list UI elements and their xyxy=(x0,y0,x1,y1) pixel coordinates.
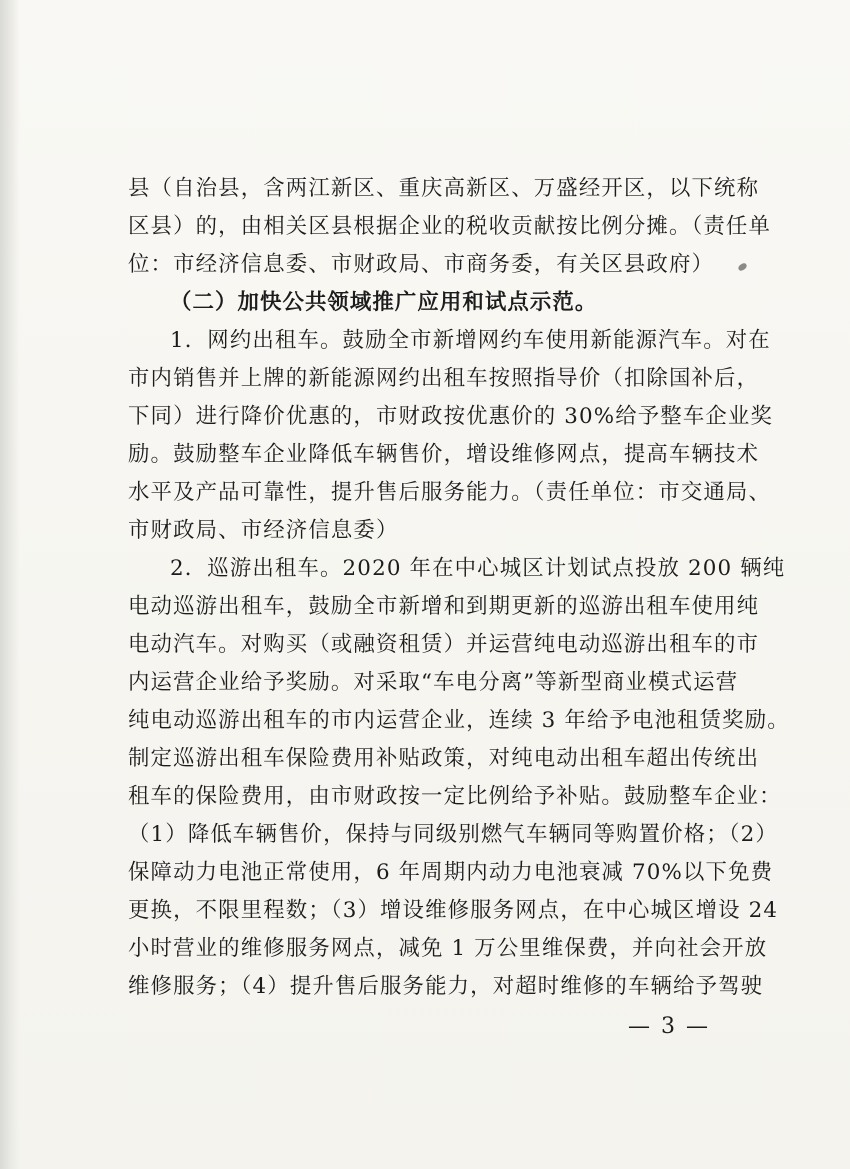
body-line: （1）降低车辆售价，保持与同级别燃气车辆同等购置价格；（2） xyxy=(128,822,778,847)
body-line: 纯电动巡游出租车的市内运营企业，连续 3 年给予电池租赁奖励。 xyxy=(128,708,790,733)
body-line: 位：市经济信息委、市财政局、市商务委，有关区县政府） xyxy=(128,252,715,277)
body-line: 区县）的，由相关区县根据企业的税收贡献按比例分摊。（责任单 xyxy=(128,214,771,239)
body-line: 下同）进行降价优惠的，市财政按优惠价的 30%给予整车企业奖 xyxy=(128,404,774,429)
body-line: 制定巡游出租车保险费用补贴政策，对纯电动出租车超出传统出 xyxy=(128,746,760,771)
page-number: — 3 — xyxy=(628,1014,710,1039)
paragraph-start-line: 2．巡游出租车。2020 年在中心城区计划试点投放 200 辆纯 xyxy=(170,556,786,581)
body-line: 租车的保险费用，由市财政按一定比例给予补贴。鼓励整车企业： xyxy=(128,784,782,809)
body-line: 保障动力电池正常使用，6 年周期内动力电池衰减 70%以下免费 xyxy=(128,860,774,885)
body-line: 县（自治县，含两江新区、重庆高新区、万盛经开区，以下统称 xyxy=(128,176,760,201)
body-line: 维修服务；（4）提升售后服务能力，对超时维修的车辆给予驾驶 xyxy=(128,974,764,999)
body-line: 水平及产品可靠性，提升售后服务能力。（责任单位：市交通局、 xyxy=(128,480,771,505)
scan-edge-shadow xyxy=(0,0,20,1169)
body-line: 更换，不限里程数；（3）增设维修服务网点，在中心城区增设 24 xyxy=(128,898,779,923)
body-line: 电动汽车。对购买（或融资租赁）并运营纯电动巡游出租车的市 xyxy=(128,632,760,657)
body-line: 电动巡游出租车，鼓励全市新增和到期更新的巡游出租车使用纯 xyxy=(128,594,760,619)
document-body xyxy=(128,170,790,1006)
body-line: 励。鼓励整车企业降低车辆售价，增设维修网点，提高车辆技术 xyxy=(128,442,760,467)
body-line: 市内销售并上牌的新能源网约出租车按照指导价（扣除国补后， xyxy=(128,366,760,391)
body-line: 市财政局、市经济信息委） xyxy=(128,518,399,543)
section-heading: （二）加快公共领域推广应用和试点示范。 xyxy=(170,290,598,315)
paragraph-start-line: 1．网约出租车。鼓励全市新增网约车使用新能源汽车。对在 xyxy=(170,328,771,353)
body-line: 小时营业的维修服务网点，减免 1 万公里维保费，并向社会开放 xyxy=(128,936,768,961)
scan-speck xyxy=(737,262,748,272)
body-line: 内运营企业给予奖励。对采取“车电分离”等新型商业模式运营 xyxy=(128,670,739,695)
